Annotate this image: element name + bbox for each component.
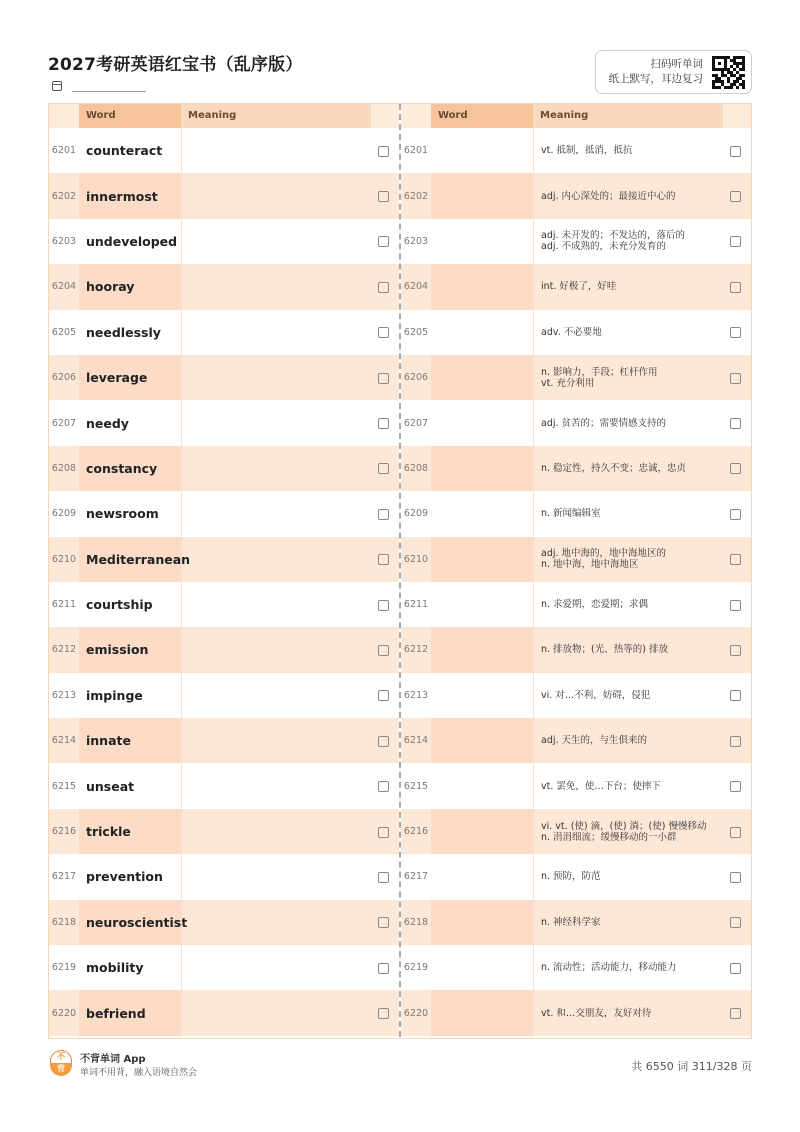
checkbox[interactable]	[378, 600, 389, 611]
table-row	[49, 854, 399, 899]
word-cell: counteract	[86, 143, 163, 159]
meaning-line: vi. 对…不利，妨碍，侵犯	[541, 689, 651, 701]
row-number: 6216	[403, 826, 429, 838]
word-cell: emission	[79, 627, 181, 672]
word-blank-cell	[431, 128, 533, 173]
meaning-cell	[533, 219, 723, 264]
qr-code-icon	[712, 56, 745, 89]
word-blank-cell	[431, 990, 533, 1035]
word-blank-cell	[431, 763, 533, 808]
meaning-cell	[533, 582, 723, 627]
row-number: 6220	[51, 1007, 77, 1019]
page-info: 共 6550 词 311/328 页	[631, 1060, 752, 1073]
row-number: 6206	[403, 372, 429, 384]
table-row	[49, 491, 399, 536]
checkbox[interactable]	[378, 463, 389, 474]
row-number: 6201	[51, 145, 77, 157]
meaning-blank-cell	[181, 310, 371, 355]
header-meaning: Meaning	[533, 104, 723, 128]
row-number: 6215	[403, 780, 429, 792]
meaning-blank-cell	[181, 491, 371, 536]
checkbox[interactable]	[378, 554, 389, 565]
checkbox[interactable]	[378, 690, 389, 701]
checkbox[interactable]	[730, 600, 741, 611]
checkbox[interactable]	[730, 463, 741, 474]
table-row	[401, 173, 751, 218]
row-number: 6219	[51, 962, 77, 974]
word-blank-cell	[431, 355, 533, 400]
word-cell: unseat	[86, 778, 135, 794]
word-cell: hooray	[79, 264, 181, 309]
checkbox[interactable]	[378, 327, 389, 338]
row-number: 6211	[403, 599, 429, 611]
word-blank-cell	[431, 718, 533, 763]
checkbox[interactable]	[730, 645, 741, 656]
meaning-line: int. 好极了，好哇	[541, 281, 617, 293]
checkbox[interactable]	[378, 645, 389, 656]
meaning-line: adj. 天生的，与生俱来的	[541, 735, 648, 747]
checkbox[interactable]	[378, 1008, 389, 1019]
word-blank-cell	[431, 945, 533, 990]
row-number: 6210	[51, 553, 77, 565]
word-cell: courtship	[86, 597, 153, 613]
meaning-line: n. 影响力，手段；杠杆作用	[541, 366, 658, 378]
row-number: 6218	[51, 916, 77, 928]
checkbox[interactable]	[378, 509, 389, 520]
app-slogan: 单词不用背，融入语境自然会	[80, 1068, 198, 1078]
meaning-line: n. 神经科学家	[541, 916, 601, 928]
date-blank-line	[72, 91, 146, 92]
meaning-cell	[533, 763, 723, 808]
table-row	[49, 537, 399, 582]
meaning-column-half	[401, 104, 751, 1037]
word-blank-cell	[431, 310, 533, 355]
meaning-line: vi. vt. (使) 滴，(使) 淌；(使) 慢慢移动	[541, 820, 707, 832]
table-row	[401, 945, 751, 990]
checkbox[interactable]	[730, 146, 741, 157]
checkbox[interactable]	[730, 736, 741, 747]
table-row	[49, 264, 399, 309]
word-cell: prevention	[86, 869, 163, 885]
meaning-blank-cell	[181, 900, 371, 945]
checkbox[interactable]	[378, 781, 389, 792]
meaning-blank-cell	[181, 718, 371, 763]
row-number: 6211	[51, 599, 77, 611]
row-number: 6208	[51, 462, 77, 474]
calendar-icon	[52, 81, 62, 91]
meaning-line: vt. 和…交朋友，友好对待	[541, 1007, 652, 1019]
meaning-blank-cell	[181, 173, 371, 218]
checkbox[interactable]	[378, 872, 389, 883]
table-row	[49, 582, 399, 627]
meaning-blank-cell	[181, 446, 371, 491]
meaning-cell	[533, 673, 723, 718]
checkbox[interactable]	[730, 191, 741, 202]
meaning-blank-cell	[181, 673, 371, 718]
word-cell: needy	[86, 415, 129, 431]
meaning-blank-cell	[181, 219, 371, 264]
checkbox[interactable]	[378, 418, 389, 429]
checkbox[interactable]	[730, 327, 741, 338]
meaning-line: adv. 不必要地	[541, 326, 602, 338]
row-number: 6217	[403, 871, 429, 883]
checkbox[interactable]	[378, 282, 389, 293]
row-number: 6202	[403, 190, 429, 202]
table-row	[49, 809, 399, 854]
word-cell: innate	[79, 718, 181, 763]
row-number: 6205	[403, 326, 429, 338]
table-row	[49, 310, 399, 355]
app-name: 不背单词 App	[80, 1054, 146, 1065]
row-number: 6214	[51, 735, 77, 747]
row-number: 6209	[403, 508, 429, 520]
meaning-cell	[533, 990, 723, 1035]
meaning-line: vt. 抵制，抵消，抵抗	[541, 145, 633, 157]
checkbox[interactable]	[730, 781, 741, 792]
row-number: 6207	[403, 417, 429, 429]
row-number: 6210	[403, 553, 429, 565]
header-word: Word	[431, 104, 533, 128]
row-number: 6214	[403, 735, 429, 747]
meaning-cell	[533, 854, 723, 899]
word-blank-cell	[431, 673, 533, 718]
meaning-cell	[533, 945, 723, 990]
word-column-half	[49, 104, 399, 1037]
row-number: 6203	[403, 235, 429, 247]
checkbox[interactable]	[378, 146, 389, 157]
row-number: 6207	[51, 417, 77, 429]
meaning-cell	[533, 355, 723, 400]
table-row	[401, 537, 751, 582]
row-number: 6201	[403, 145, 429, 157]
checkbox[interactable]	[730, 236, 741, 247]
checkbox[interactable]	[730, 509, 741, 520]
word-blank-cell	[431, 219, 533, 264]
word-cell: newsroom	[86, 506, 159, 522]
meaning-cell	[533, 264, 723, 309]
word-cell: leverage	[79, 355, 181, 400]
word-blank-cell	[431, 173, 533, 218]
row-number: 6219	[403, 962, 429, 974]
row-number: 6205	[51, 326, 77, 338]
table-row	[49, 627, 399, 672]
checkbox[interactable]	[378, 373, 389, 384]
checkbox[interactable]	[730, 418, 741, 429]
table-row	[49, 945, 399, 990]
meaning-line: n. 稳定性，持久不变；忠诚，忠贞	[541, 462, 687, 474]
meaning-cell	[533, 537, 723, 582]
table-row	[401, 264, 751, 309]
meaning-cell	[533, 446, 723, 491]
table-row	[49, 718, 399, 763]
meaning-cell	[533, 310, 723, 355]
row-number: 6212	[403, 644, 429, 656]
table-row	[401, 763, 751, 808]
word-cell: impinge	[86, 687, 143, 703]
scan-qr-box	[595, 50, 752, 94]
checkbox[interactable]	[730, 554, 741, 565]
meaning-line: n. 地中海，地中海地区	[541, 559, 639, 571]
right-table-header	[401, 104, 751, 128]
checkbox[interactable]	[730, 282, 741, 293]
scan-qr-line2: 纸上默写，耳边复习	[608, 73, 703, 85]
header-meaning: Meaning	[181, 104, 371, 128]
table-row	[401, 491, 751, 536]
table-row	[401, 900, 751, 945]
scan-qr-line1: 扫码听单词	[650, 58, 703, 70]
vocab-table	[48, 103, 752, 1039]
row-number: 6206	[51, 372, 77, 384]
table-row	[401, 854, 751, 899]
word-blank-cell	[431, 900, 533, 945]
table-row	[401, 990, 751, 1035]
word-blank-cell	[431, 582, 533, 627]
table-row	[401, 673, 751, 718]
checkbox[interactable]	[730, 872, 741, 883]
table-row	[49, 173, 399, 218]
row-number: 6213	[51, 689, 77, 701]
word-blank-cell	[431, 537, 533, 582]
checkbox[interactable]	[730, 1008, 741, 1019]
word-blank-cell	[431, 854, 533, 899]
meaning-cell	[533, 900, 723, 945]
checkbox[interactable]	[378, 236, 389, 247]
row-number: 6218	[403, 916, 429, 928]
meaning-cell	[533, 491, 723, 536]
word-cell: undeveloped	[86, 233, 178, 249]
page-title: 2027考研英语红宝书（乱序版）	[48, 55, 303, 75]
word-blank-cell	[431, 400, 533, 445]
meaning-blank-cell	[181, 809, 371, 854]
meaning-blank-cell	[181, 945, 371, 990]
word-blank-cell	[431, 446, 533, 491]
meaning-blank-cell	[181, 763, 371, 808]
word-blank-cell	[431, 627, 533, 672]
meaning-line: adj. 地中海的，地中海地区的	[541, 548, 667, 560]
checkbox[interactable]	[378, 736, 389, 747]
table-row	[401, 627, 751, 672]
word-cell: Mediterranean	[79, 537, 181, 582]
checkbox[interactable]	[730, 963, 741, 974]
row-number: 6213	[403, 689, 429, 701]
row-number: 6220	[403, 1007, 429, 1019]
meaning-blank-cell	[181, 627, 371, 672]
word-cell: trickle	[79, 809, 181, 854]
row-number: 6212	[51, 644, 77, 656]
table-row	[401, 219, 751, 264]
table-row	[401, 446, 751, 491]
table-row	[49, 355, 399, 400]
table-row	[49, 128, 399, 173]
row-number: 6204	[51, 281, 77, 293]
word-blank-cell	[431, 264, 533, 309]
meaning-blank-cell	[181, 582, 371, 627]
meaning-line: adj. 不成熟的，未充分发育的	[541, 241, 667, 253]
word-blank-cell	[431, 491, 533, 536]
checkbox[interactable]	[730, 827, 741, 838]
table-row	[49, 900, 399, 945]
meaning-cell	[533, 627, 723, 672]
date-field	[52, 80, 152, 94]
header-word: Word	[79, 104, 181, 128]
row-number: 6204	[403, 281, 429, 293]
row-number: 6203	[51, 235, 77, 247]
checkbox[interactable]	[730, 373, 741, 384]
table-row	[401, 310, 751, 355]
table-row	[401, 128, 751, 173]
row-number: 6208	[403, 462, 429, 474]
meaning-blank-cell	[181, 854, 371, 899]
meaning-line: vt. 罢免，使…下台；使摔下	[541, 780, 661, 792]
app-logo	[50, 1050, 72, 1076]
checkbox[interactable]	[730, 690, 741, 701]
meaning-line: n. 预防，防范	[541, 871, 601, 883]
table-row	[49, 990, 399, 1035]
meaning-blank-cell	[181, 537, 371, 582]
meaning-line: adj. 贫苦的；需要情感支持的	[541, 417, 667, 429]
left-rows	[49, 128, 399, 1036]
meaning-cell	[533, 173, 723, 218]
row-number: 6217	[51, 871, 77, 883]
logo-bottom: 背	[50, 1063, 72, 1076]
meaning-cell	[533, 128, 723, 173]
row-number: 6209	[51, 508, 77, 520]
scan-qr-text	[609, 57, 704, 87]
checkbox[interactable]	[378, 191, 389, 202]
table-row	[401, 355, 751, 400]
meaning-blank-cell	[181, 128, 371, 173]
meaning-cell	[533, 400, 723, 445]
meaning-blank-cell	[181, 990, 371, 1035]
row-number: 6215	[51, 780, 77, 792]
meaning-line: n. 新闻编辑室	[541, 508, 601, 520]
meaning-line: n. 排放物；(光、热等的) 排放	[541, 644, 668, 656]
checkbox[interactable]	[730, 917, 741, 928]
meaning-line: n. 流动性；活动能力，移动能力	[541, 962, 677, 974]
checkbox[interactable]	[378, 827, 389, 838]
table-row	[49, 673, 399, 718]
table-row	[49, 219, 399, 264]
meaning-line: adj. 未开发的；不发达的，落后的	[541, 230, 686, 242]
word-cell: constancy	[79, 446, 181, 491]
checkbox[interactable]	[378, 963, 389, 974]
meaning-line: vt. 充分利用	[541, 377, 595, 389]
table-row	[401, 718, 751, 763]
table-row	[401, 582, 751, 627]
word-cell: befriend	[79, 990, 181, 1035]
table-row	[49, 400, 399, 445]
meaning-cell	[533, 809, 723, 854]
meaning-line: n. 求爱期，恋爱期；求偶	[541, 599, 649, 611]
left-table-header	[49, 104, 399, 128]
meaning-blank-cell	[181, 400, 371, 445]
word-cell: innermost	[79, 173, 181, 218]
word-cell: mobility	[86, 960, 144, 976]
meaning-blank-cell	[181, 355, 371, 400]
word-cell: neuroscientist	[79, 900, 181, 945]
word-blank-cell	[431, 809, 533, 854]
row-number: 6202	[51, 190, 77, 202]
meaning-cell	[533, 718, 723, 763]
table-row	[49, 763, 399, 808]
meaning-line: n. 涓涓细流；缓慢移动的一小群	[541, 831, 677, 843]
table-row	[49, 446, 399, 491]
logo-top: 不	[50, 1050, 72, 1063]
meaning-line: adj. 内心深处的；最接近中心的	[541, 190, 676, 202]
right-rows	[401, 128, 751, 1036]
table-row	[401, 400, 751, 445]
meaning-blank-cell	[181, 264, 371, 309]
word-cell: needlessly	[86, 324, 161, 340]
row-number: 6216	[51, 826, 77, 838]
table-row	[401, 809, 751, 854]
checkbox[interactable]	[378, 917, 389, 928]
